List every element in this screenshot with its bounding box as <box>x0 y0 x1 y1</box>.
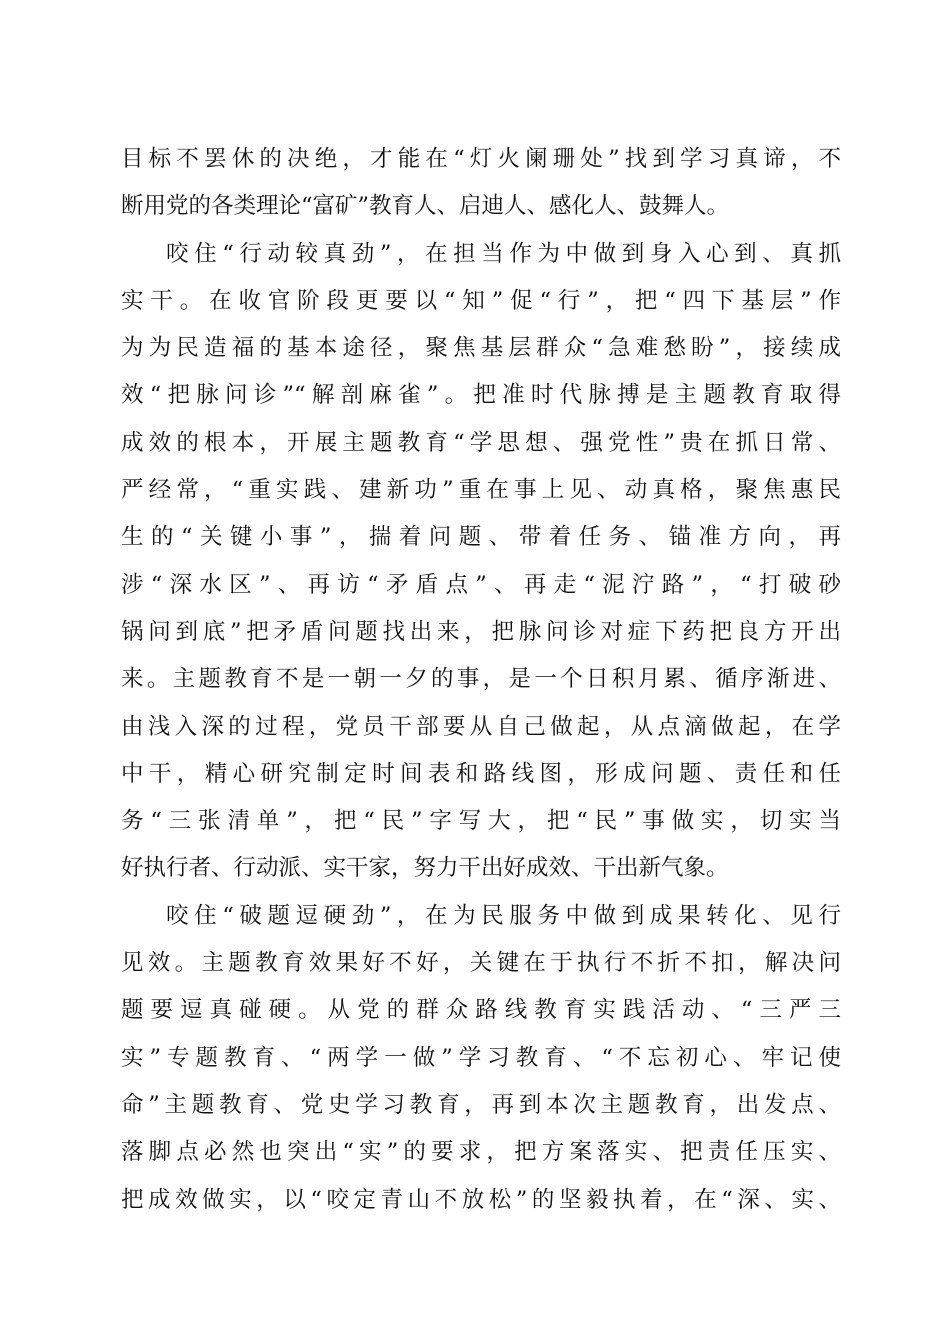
paragraph-start-line: 咬住“行动较真劲”，在担当作为中做到身入心到、真抓 <box>166 240 841 267</box>
text-line: 实干。在收官阶段更要以“知”促“行”，把“四下基层”作 <box>121 287 841 314</box>
text-line: 中干，精心研究制定时间表和路线图，形成问题、责任和任 <box>121 760 841 787</box>
text-line: 务“三张清单”，把“民”字写大，把“民”事做实，切实当 <box>121 808 841 835</box>
text-line: 命”主题教育、党史学习教育，再到本次主题教育，出发点、 <box>121 1091 841 1118</box>
text-line: 严经常，“重实践、建新功”重在事上见、动真格，聚焦惠民 <box>121 477 841 504</box>
text-line: 效“把脉问诊”“解剖麻雀”。把准时代脉搏是主题教育取得 <box>121 382 841 409</box>
text-line: 锅问到底”把矛盾问题找出来，把脉问诊对症下药把良方开出 <box>121 618 841 645</box>
text-line: 见效。主题教育效果好不好，关键在于执行不折不扣，解决问 <box>121 950 841 977</box>
text-line: 生的“关键小事”，揣着问题、带着任务、锚准方向，再 <box>121 524 841 551</box>
text-line: 为为民造福的基本途径，聚焦基层群众“急难愁盼”，接续成 <box>121 335 841 362</box>
text-line: 来。主题教育不是一朝一夕的事，是一个日积月累、循序渐进、 <box>121 666 841 693</box>
text-line: 落脚点必然也突出“实”的要求，把方案落实、把责任压实、 <box>121 1139 841 1166</box>
text-line: 断用党的各类理论“富矿”教育人、启迪人、感化人、鼓舞人。 <box>121 193 730 220</box>
body-text <box>121 136 841 1224</box>
text-line: 涉“深水区”、再访“矛盾点”、再走“泥泞路”，“打破砂 <box>121 571 841 598</box>
text-line: 实”专题教育、“两学一做”学习教育、“不忘初心、牢记使 <box>121 1044 841 1071</box>
text-line: 把成效做实，以“咬定青山不放松”的坚毅执着，在“深、实、 <box>121 1186 841 1213</box>
text-line: 题要逗真碰硬。从党的群众路线教育实践活动、“三严三 <box>121 997 841 1024</box>
text-line: 好执行者、行动派、实干家，努力干出好成效、干出新气象。 <box>121 855 729 882</box>
text-line: 目标不罢休的决绝，才能在“灯火阑珊处”找到学习真谛，不 <box>121 146 841 172</box>
text-line: 成效的根本，开展主题教育“学思想、强党性”贵在抓日常、 <box>121 429 841 456</box>
paragraph-start-line: 咬住“破题逗硬劲”，在为民服务中做到成果转化、见行 <box>166 902 841 929</box>
text-line: 由浅入深的过程，党员干部要从自己做起，从点滴做起，在学 <box>121 713 841 740</box>
